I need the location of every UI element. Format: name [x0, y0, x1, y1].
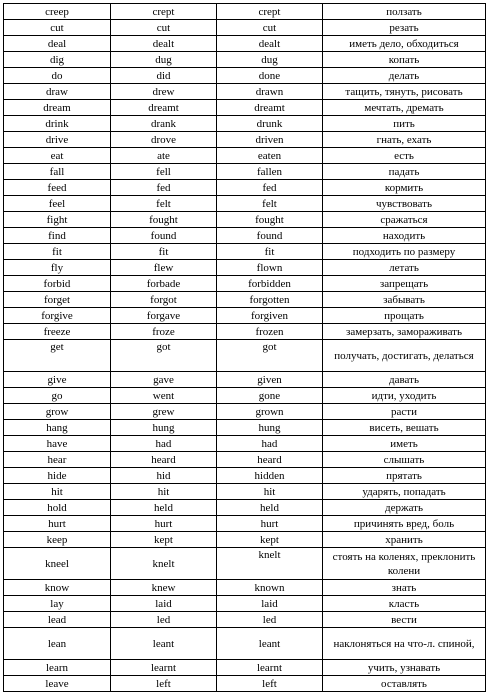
translation-cell: замерзать, замораживать	[323, 324, 486, 340]
past-participle-cell: kept	[217, 532, 323, 548]
infinitive-cell: creep	[4, 4, 111, 20]
infinitive-cell: know	[4, 580, 111, 596]
translation-cell: знать	[323, 580, 486, 596]
past-participle-cell: forbidden	[217, 276, 323, 292]
table-row	[4, 4, 486, 20]
infinitive-cell: hit	[4, 484, 111, 500]
infinitive-cell: hear	[4, 452, 111, 468]
past-participle-cell: fought	[217, 212, 323, 228]
past-simple-cell: learnt	[111, 660, 217, 676]
past-simple-cell: grew	[111, 404, 217, 420]
infinitive-cell: fit	[4, 244, 111, 260]
table-row	[4, 228, 486, 244]
past-simple-cell: hid	[111, 468, 217, 484]
past-simple-cell: forgot	[111, 292, 217, 308]
past-simple-cell: knew	[111, 580, 217, 596]
infinitive-cell: freeze	[4, 324, 111, 340]
infinitive-cell: grow	[4, 404, 111, 420]
past-simple-cell: went	[111, 388, 217, 404]
translation-cell: стоять на коленях, преклонить колени	[323, 548, 486, 580]
table-row	[4, 132, 486, 148]
translation-cell: мечтать, дремать	[323, 100, 486, 116]
past-simple-cell: dug	[111, 52, 217, 68]
past-participle-cell: led	[217, 612, 323, 628]
past-simple-cell: laid	[111, 596, 217, 612]
translation-cell: летать	[323, 260, 486, 276]
infinitive-cell: hang	[4, 420, 111, 436]
past-simple-cell: did	[111, 68, 217, 84]
translation-cell: находить	[323, 228, 486, 244]
past-simple-cell: fell	[111, 164, 217, 180]
past-simple-cell: fed	[111, 180, 217, 196]
past-participle-cell: got	[217, 340, 323, 372]
table-row	[4, 468, 486, 484]
infinitive-cell: forgive	[4, 308, 111, 324]
past-participle-cell: knelt	[217, 548, 323, 580]
infinitive-cell: have	[4, 436, 111, 452]
past-simple-cell: got	[111, 340, 217, 372]
table-row	[4, 36, 486, 52]
past-participle-cell: hung	[217, 420, 323, 436]
past-simple-cell: felt	[111, 196, 217, 212]
past-simple-cell: fit	[111, 244, 217, 260]
past-simple-cell: hit	[111, 484, 217, 500]
past-participle-cell: fallen	[217, 164, 323, 180]
table-row	[4, 292, 486, 308]
past-simple-cell: dealt	[111, 36, 217, 52]
past-simple-cell: held	[111, 500, 217, 516]
table-row	[4, 276, 486, 292]
past-participle-cell: fed	[217, 180, 323, 196]
translation-cell: запрещать	[323, 276, 486, 292]
table-row	[4, 100, 486, 116]
translation-cell: оставлять	[323, 676, 486, 692]
past-participle-cell: known	[217, 580, 323, 596]
past-participle-cell: dug	[217, 52, 323, 68]
table-row	[4, 500, 486, 516]
translation-cell: тащить, тянуть, рисовать	[323, 84, 486, 100]
past-participle-cell: had	[217, 436, 323, 452]
infinitive-cell: fall	[4, 164, 111, 180]
table-row	[4, 660, 486, 676]
infinitive-cell: hold	[4, 500, 111, 516]
past-simple-cell: dreamt	[111, 100, 217, 116]
translation-cell: копать	[323, 52, 486, 68]
past-simple-cell: heard	[111, 452, 217, 468]
translation-cell: падать	[323, 164, 486, 180]
infinitive-cell: lay	[4, 596, 111, 612]
infinitive-cell: drink	[4, 116, 111, 132]
past-participle-cell: learnt	[217, 660, 323, 676]
table-row	[4, 676, 486, 692]
past-participle-cell: drunk	[217, 116, 323, 132]
table-row	[4, 580, 486, 596]
past-participle-cell: drawn	[217, 84, 323, 100]
translation-cell: слышать	[323, 452, 486, 468]
table-row	[4, 180, 486, 196]
infinitive-cell: eat	[4, 148, 111, 164]
past-participle-cell: fit	[217, 244, 323, 260]
translation-cell: кормить	[323, 180, 486, 196]
table-row	[4, 372, 486, 388]
past-participle-cell: felt	[217, 196, 323, 212]
infinitive-cell: deal	[4, 36, 111, 52]
table-row	[4, 340, 486, 372]
table-row	[4, 164, 486, 180]
translation-cell: делать	[323, 68, 486, 84]
infinitive-cell: feel	[4, 196, 111, 212]
infinitive-cell: keep	[4, 532, 111, 548]
table-row	[4, 612, 486, 628]
past-participle-cell: hidden	[217, 468, 323, 484]
infinitive-cell: dream	[4, 100, 111, 116]
past-participle-cell: dealt	[217, 36, 323, 52]
translation-cell: причинять вред, боль	[323, 516, 486, 532]
table-row	[4, 260, 486, 276]
past-simple-cell: cut	[111, 20, 217, 36]
table-row	[4, 84, 486, 100]
past-simple-cell: forbade	[111, 276, 217, 292]
past-participle-cell: cut	[217, 20, 323, 36]
translation-cell: подходить по размеру	[323, 244, 486, 260]
infinitive-cell: lead	[4, 612, 111, 628]
past-participle-cell: heard	[217, 452, 323, 468]
past-simple-cell: froze	[111, 324, 217, 340]
past-simple-cell: drank	[111, 116, 217, 132]
past-participle-cell: forgotten	[217, 292, 323, 308]
table-row	[4, 116, 486, 132]
infinitive-cell: leave	[4, 676, 111, 692]
translation-cell: учить, узнавать	[323, 660, 486, 676]
infinitive-cell: fly	[4, 260, 111, 276]
infinitive-cell: do	[4, 68, 111, 84]
irregular-verbs-table	[3, 3, 486, 692]
table-row	[4, 596, 486, 612]
infinitive-cell: fight	[4, 212, 111, 228]
infinitive-cell: kneel	[4, 548, 111, 580]
table-row	[4, 324, 486, 340]
past-simple-cell: left	[111, 676, 217, 692]
translation-cell: давать	[323, 372, 486, 388]
table-row	[4, 308, 486, 324]
table-row	[4, 52, 486, 68]
past-participle-cell: found	[217, 228, 323, 244]
table-row	[4, 532, 486, 548]
translation-cell: иметь дело, обходиться	[323, 36, 486, 52]
past-participle-cell: given	[217, 372, 323, 388]
infinitive-cell: draw	[4, 84, 111, 100]
translation-cell: вести	[323, 612, 486, 628]
translation-cell: прощать	[323, 308, 486, 324]
infinitive-cell: give	[4, 372, 111, 388]
translation-cell: прятать	[323, 468, 486, 484]
translation-cell: сражаться	[323, 212, 486, 228]
past-simple-cell: leant	[111, 628, 217, 660]
translation-cell: пить	[323, 116, 486, 132]
translation-cell: резать	[323, 20, 486, 36]
table-row	[4, 20, 486, 36]
infinitive-cell: go	[4, 388, 111, 404]
infinitive-cell: forbid	[4, 276, 111, 292]
past-participle-cell: hit	[217, 484, 323, 500]
translation-cell: чувствовать	[323, 196, 486, 212]
table-body	[4, 4, 486, 692]
past-simple-cell: ate	[111, 148, 217, 164]
past-simple-cell: led	[111, 612, 217, 628]
infinitive-cell: lean	[4, 628, 111, 660]
table-row	[4, 388, 486, 404]
translation-cell: висеть, вешать	[323, 420, 486, 436]
table-row	[4, 212, 486, 228]
translation-cell: идти, уходить	[323, 388, 486, 404]
table-row	[4, 68, 486, 84]
past-simple-cell: hung	[111, 420, 217, 436]
infinitive-cell: find	[4, 228, 111, 244]
past-participle-cell: gone	[217, 388, 323, 404]
infinitive-cell: get	[4, 340, 111, 372]
infinitive-cell: cut	[4, 20, 111, 36]
past-participle-cell: hurt	[217, 516, 323, 532]
translation-cell: забывать	[323, 292, 486, 308]
table-row	[4, 548, 486, 580]
translation-cell: иметь	[323, 436, 486, 452]
past-simple-cell: kept	[111, 532, 217, 548]
translation-cell: есть	[323, 148, 486, 164]
past-participle-cell: flown	[217, 260, 323, 276]
table-row	[4, 420, 486, 436]
translation-cell: наклоняться на что-л. спиной,	[323, 628, 486, 660]
infinitive-cell: forget	[4, 292, 111, 308]
infinitive-cell: hide	[4, 468, 111, 484]
past-simple-cell: flew	[111, 260, 217, 276]
past-participle-cell: crept	[217, 4, 323, 20]
past-simple-cell: drove	[111, 132, 217, 148]
translation-cell: гнать, ехать	[323, 132, 486, 148]
past-simple-cell: hurt	[111, 516, 217, 532]
table-row	[4, 436, 486, 452]
past-participle-cell: held	[217, 500, 323, 516]
past-participle-cell: eaten	[217, 148, 323, 164]
past-participle-cell: leant	[217, 628, 323, 660]
past-participle-cell: frozen	[217, 324, 323, 340]
translation-cell: держать	[323, 500, 486, 516]
past-participle-cell: grown	[217, 404, 323, 420]
translation-cell: класть	[323, 596, 486, 612]
past-simple-cell: knelt	[111, 548, 217, 580]
table-row	[4, 196, 486, 212]
past-participle-cell: done	[217, 68, 323, 84]
past-participle-cell: laid	[217, 596, 323, 612]
infinitive-cell: dig	[4, 52, 111, 68]
translation-cell: ударять, попадать	[323, 484, 486, 500]
past-participle-cell: dreamt	[217, 100, 323, 116]
past-simple-cell: crept	[111, 4, 217, 20]
translation-cell: расти	[323, 404, 486, 420]
table-row	[4, 516, 486, 532]
infinitive-cell: hurt	[4, 516, 111, 532]
table-row	[4, 244, 486, 260]
past-participle-cell: forgiven	[217, 308, 323, 324]
table-row	[4, 148, 486, 164]
past-simple-cell: gave	[111, 372, 217, 388]
past-participle-cell: driven	[217, 132, 323, 148]
past-simple-cell: drew	[111, 84, 217, 100]
translation-cell: получать, достигать, делаться	[323, 340, 486, 372]
past-simple-cell: found	[111, 228, 217, 244]
translation-cell: ползать	[323, 4, 486, 20]
table-row	[4, 404, 486, 420]
infinitive-cell: feed	[4, 180, 111, 196]
past-participle-cell: left	[217, 676, 323, 692]
table-row	[4, 628, 486, 660]
infinitive-cell: learn	[4, 660, 111, 676]
infinitive-cell: drive	[4, 132, 111, 148]
past-simple-cell: fought	[111, 212, 217, 228]
past-simple-cell: forgave	[111, 308, 217, 324]
past-simple-cell: had	[111, 436, 217, 452]
table-row	[4, 484, 486, 500]
table-row	[4, 452, 486, 468]
translation-cell: хранить	[323, 532, 486, 548]
